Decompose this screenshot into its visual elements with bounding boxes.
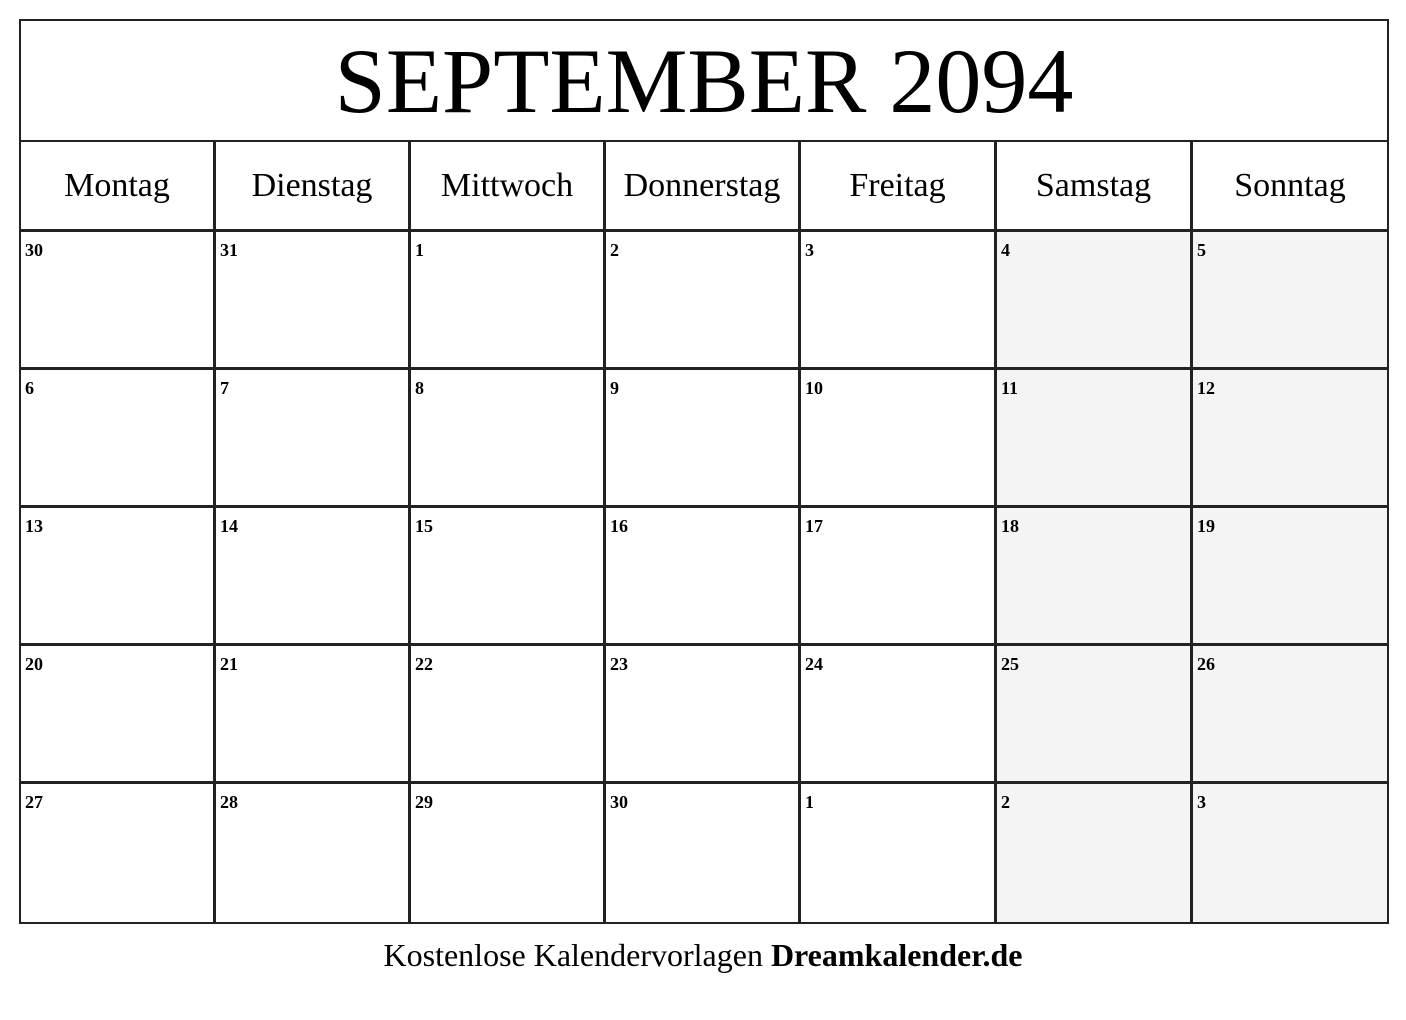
weekend-day-cell — [997, 646, 1193, 784]
weekday-header: Sonntag — [1193, 142, 1387, 232]
day-cell — [801, 646, 997, 784]
day-number: 13 — [25, 516, 43, 536]
day-cell — [21, 232, 216, 370]
day-cell — [801, 784, 997, 922]
day-number: 4 — [1001, 240, 1010, 260]
footer-text: Kostenlose Kalendervorlagen — [383, 937, 763, 973]
day-number: 19 — [1197, 516, 1215, 536]
day-number: 28 — [220, 792, 238, 812]
day-cell — [216, 232, 411, 370]
weekday-header: Donnerstag — [606, 142, 801, 232]
day-number: 2 — [1001, 792, 1010, 812]
weekend-day-cell — [1193, 646, 1387, 784]
day-number: 25 — [1001, 654, 1019, 674]
day-cell — [801, 370, 997, 508]
day-number: 26 — [1197, 654, 1215, 674]
day-number: 22 — [415, 654, 433, 674]
day-number: 2 — [610, 240, 619, 260]
weekend-day-cell — [997, 232, 1193, 370]
day-number: 9 — [610, 378, 619, 398]
weekday-header: Dienstag — [216, 142, 411, 232]
day-cell — [21, 508, 216, 646]
day-cell — [21, 370, 216, 508]
day-number: 12 — [1197, 378, 1215, 398]
day-number: 31 — [220, 240, 238, 260]
day-number: 1 — [415, 240, 424, 260]
calendar-grid — [21, 142, 1387, 922]
day-cell — [21, 784, 216, 922]
day-cell — [606, 646, 801, 784]
footer — [0, 937, 1406, 974]
day-number: 27 — [25, 792, 43, 812]
weekday-header: Montag — [21, 142, 216, 232]
day-cell — [411, 508, 606, 646]
day-cell — [411, 784, 606, 922]
day-number: 17 — [805, 516, 823, 536]
day-number: 30 — [610, 792, 628, 812]
day-cell — [801, 232, 997, 370]
day-number: 14 — [220, 516, 238, 536]
day-number: 5 — [1197, 240, 1206, 260]
day-cell — [216, 784, 411, 922]
weekday-header: Mittwoch — [411, 142, 606, 232]
calendar — [19, 19, 1389, 924]
day-number: 29 — [415, 792, 433, 812]
day-number: 11 — [1001, 378, 1019, 398]
day-number: 10 — [805, 378, 823, 398]
weekend-day-cell — [1193, 508, 1387, 646]
day-cell — [606, 232, 801, 370]
day-cell — [216, 508, 411, 646]
day-number: 20 — [25, 654, 43, 674]
weekend-day-cell — [997, 508, 1193, 646]
day-number: 6 — [25, 378, 34, 398]
footer-brand: Dreamkalender.de — [770, 937, 1023, 973]
weekend-day-cell — [1193, 784, 1387, 922]
day-number: 15 — [415, 516, 433, 536]
day-cell — [801, 508, 997, 646]
weekend-day-cell — [1193, 370, 1387, 508]
day-cell — [411, 370, 606, 508]
day-number: 16 — [610, 516, 628, 536]
day-number: 1 — [805, 792, 814, 812]
weekday-header: Freitag — [801, 142, 997, 232]
calendar-title: SEPTEMBER 2094 — [21, 21, 1387, 142]
day-number: 24 — [805, 654, 823, 674]
day-cell — [606, 784, 801, 922]
day-cell — [411, 646, 606, 784]
weekend-day-cell — [1193, 232, 1387, 370]
day-cell — [216, 646, 411, 784]
day-number: 23 — [610, 654, 628, 674]
day-cell — [216, 370, 411, 508]
weekday-header: Samstag — [997, 142, 1193, 232]
day-number: 8 — [415, 378, 424, 398]
weekend-day-cell — [997, 784, 1193, 922]
day-number: 18 — [1001, 516, 1019, 536]
day-number: 7 — [220, 378, 229, 398]
day-number: 30 — [25, 240, 43, 260]
day-number: 3 — [1197, 792, 1206, 812]
day-cell — [606, 370, 801, 508]
weekend-day-cell — [997, 370, 1193, 508]
day-cell — [606, 508, 801, 646]
day-cell — [21, 646, 216, 784]
day-cell — [411, 232, 606, 370]
day-number: 3 — [805, 240, 814, 260]
day-number: 21 — [220, 654, 238, 674]
